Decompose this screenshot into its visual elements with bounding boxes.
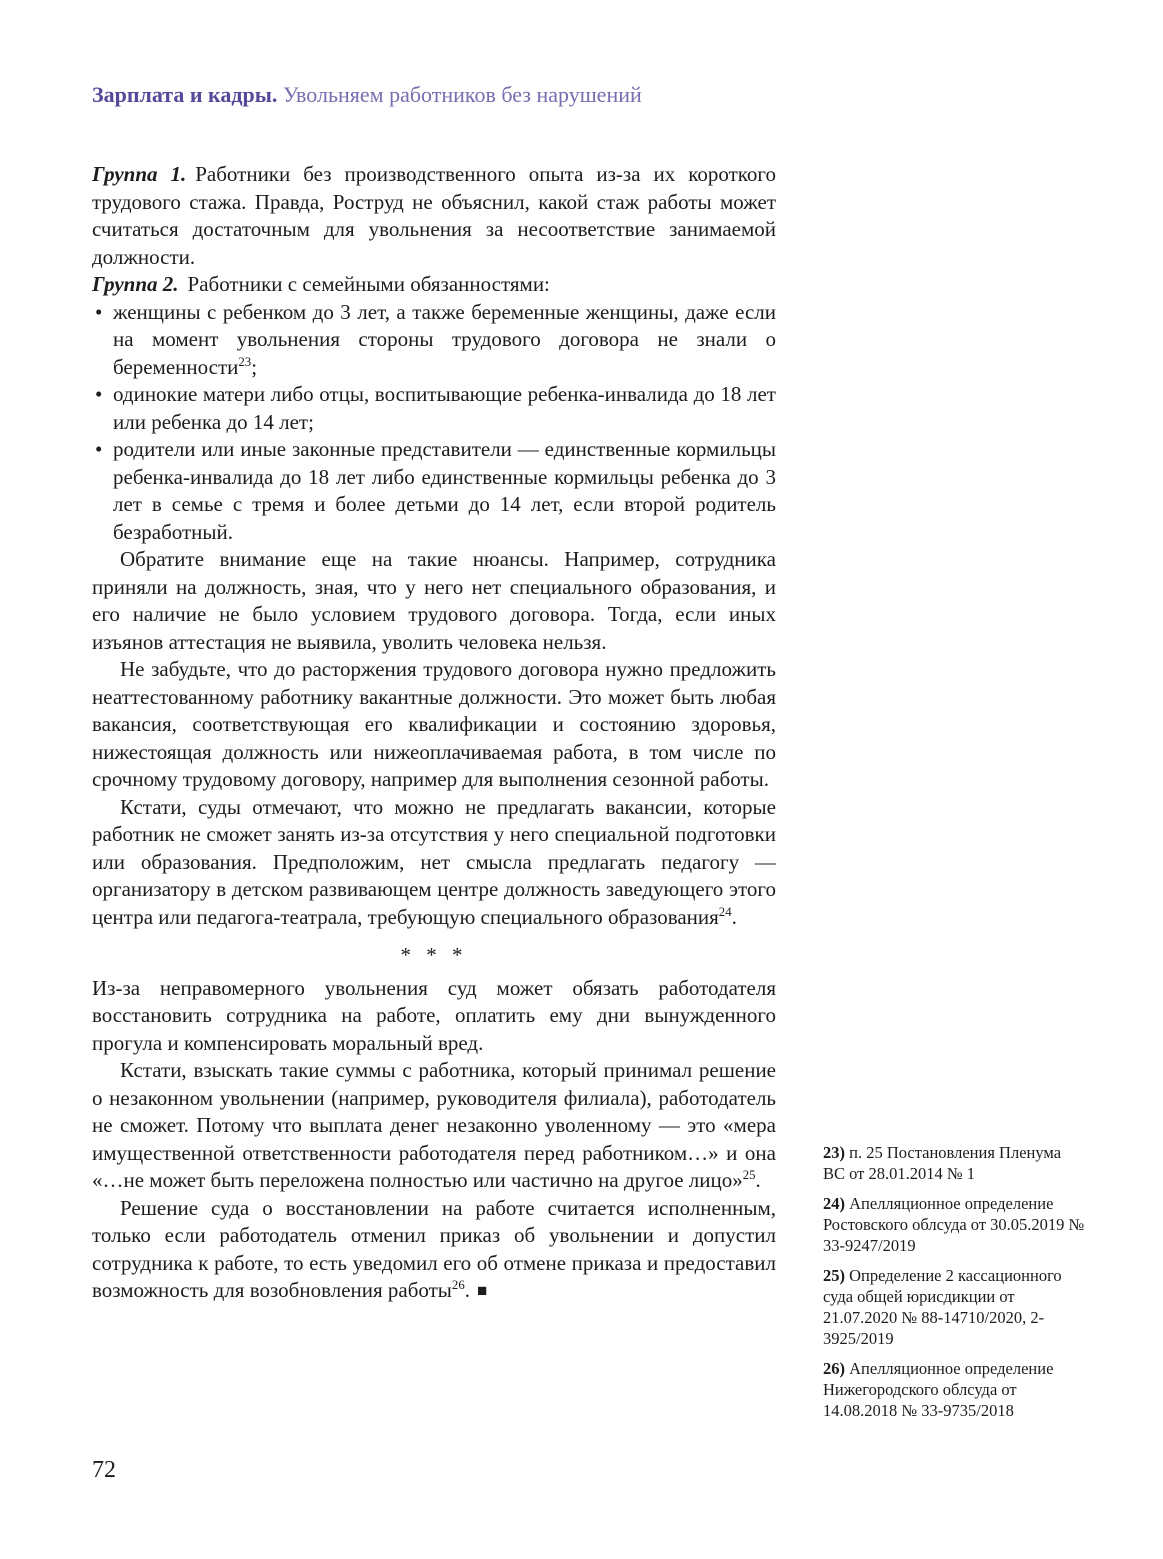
paragraph-text: Кстати, взыскать такие суммы с работника, который принимал решение о незаконном увольнении (например, руководителя филиала), работодатель не сможет. Потому что выплата денег незаконно уволенному — это «мера имущественной ответственности работодателя перед работником…» и она «…не может быть переложена полностью или частично на другое лицо» <box>92 1058 776 1192</box>
list-item-single-parents <box>92 381 776 436</box>
paragraph-tail: . <box>731 904 737 929</box>
footnote-24 <box>823 1193 1085 1256</box>
footnote-23 <box>823 1142 1085 1184</box>
article-body <box>92 161 776 1306</box>
running-head <box>92 82 642 108</box>
group-1-text: Работники без производственного опыта из-за их короткого трудового стажа. Правда, Роструд не объяснил, какой стаж работы может считаться достаточным для увольнения за несоответствие занимаемой должности. <box>92 162 776 269</box>
paragraph-text: Из-за неправомерного увольнения суд может обязать работодателя восстановить сотрудника на работе, оплатить ему дни вынужденного прогула и компенсировать моральный вред. <box>92 975 776 1055</box>
footnote-number: 25) <box>823 1266 845 1285</box>
footnote-ref-23: 23 <box>238 354 252 369</box>
footnote-ref-24: 24 <box>718 904 732 919</box>
footnote-text: Апелляционное определение Нижегородского облсуда от 14.08.2018 № 33-9735/2018 <box>823 1359 1054 1420</box>
paragraph-conclusion-2 <box>92 1057 776 1195</box>
paragraph-conclusion-1 <box>92 975 776 1058</box>
magazine-section-title: Зарплата и кадры. <box>92 82 278 107</box>
group-2-text: Работники с семейными обязанностями: <box>187 272 550 296</box>
bullet-list <box>92 299 776 547</box>
footnote-number: 26) <box>823 1359 845 1378</box>
list-item-text: женщины с ребенком до 3 лет, а также беременные женщины, даже если на момент увольнения стороны трудового договора не знали о беременности <box>113 299 776 379</box>
footnote-text: Определение 2 кассационного суда общей юрисдикции от 21.07.2020 № 88-14710/2020, 2-3925/2019 <box>823 1266 1062 1348</box>
list-item-tail: ; <box>251 354 258 379</box>
list-item-text: родители или иные законные представители — единственные кормильцы ребенка-инвалида до 18 лет либо единственные кормильцы ребенка до 3 лет в семье с тремя и более детьми до 14 лет, если второй родитель безработный. <box>113 437 776 544</box>
group-2-label: Группа 2. <box>92 272 179 296</box>
footnotes-sidebar <box>823 1142 1085 1430</box>
footnote-text: Апелляционное определение Ростовского облсуда от 30.05.2019 № 33-9247/2019 <box>823 1194 1085 1255</box>
paragraph-tail: . <box>755 1168 761 1192</box>
footnote-ref-25: 25 <box>742 1168 756 1182</box>
list-item-pregnant-women <box>92 299 776 382</box>
article-title: Увольняем работников без нарушений <box>282 82 642 107</box>
paragraph-text: Не забудьте, что до расторжения трудового договора нужно предложить неаттестованному работнику вакантные должности. Это может быть любая вакансия, соответствующая его квалификации и состоянию здоровья, нижестоящая должность или нижеоплачиваемая работа, в том числе по срочному трудовому договору, например для выполнения сезонной работы. <box>92 657 776 791</box>
paragraph-text: Кстати, суды отмечают, что можно не предлагать вакансии, которые работник не сможет занять из-за отсутствия у него специальной подготовки или образования. Предположим, нет смысла предлагать педагогу — организатору в детском развивающем центре должность заведующего этого центра или педагога-театрала, требующую специального образования <box>92 794 776 929</box>
footnote-ref-26: 26 <box>451 1278 465 1292</box>
paragraph-text: Обратите внимание еще на такие нюансы. Например, сотрудника приняли на должность, зная, что у него нет специального образования, и его наличие не было условием трудового договора. Тогда, если иных изъянов аттестация не выявила, уволить человека нельзя. <box>92 547 776 654</box>
paragraph-vacancies <box>92 656 776 794</box>
footnote-text: п. 25 Постановления Пленума ВС от 28.01.2014 № 1 <box>823 1143 1062 1183</box>
group-1-label: Группа 1. <box>92 162 187 186</box>
paragraph-group-1 <box>92 161 776 271</box>
paragraph-courts-note <box>92 794 776 932</box>
page-number: 72 <box>92 1457 116 1483</box>
footnote-26 <box>823 1358 1085 1421</box>
end-of-article-marker: ■ <box>476 1281 488 1300</box>
footnote-25 <box>823 1265 1085 1349</box>
list-item-sole-breadwinners <box>92 436 776 546</box>
section-divider: * * * <box>400 943 468 967</box>
paragraph-tail: . <box>464 1278 470 1302</box>
paragraph-group-2 <box>92 271 776 299</box>
paragraph-nuances <box>92 546 776 656</box>
paragraph-conclusion-3 <box>92 1195 776 1306</box>
paragraph-text: Решение суда о восстановлении на работе считается исполненным, только если работодатель отменил приказ об увольнении и допустил сотрудника к работе, то есть уведомил его об отмене приказа и предоставил возможность для возобновления работы <box>92 1195 776 1302</box>
footnote-number: 24) <box>823 1194 845 1213</box>
list-item-text: одинокие матери либо отцы, воспитывающие ребенка-инвалида до 18 лет или ребенка до 14 лет; <box>113 382 776 434</box>
footnote-number: 23) <box>823 1143 845 1162</box>
